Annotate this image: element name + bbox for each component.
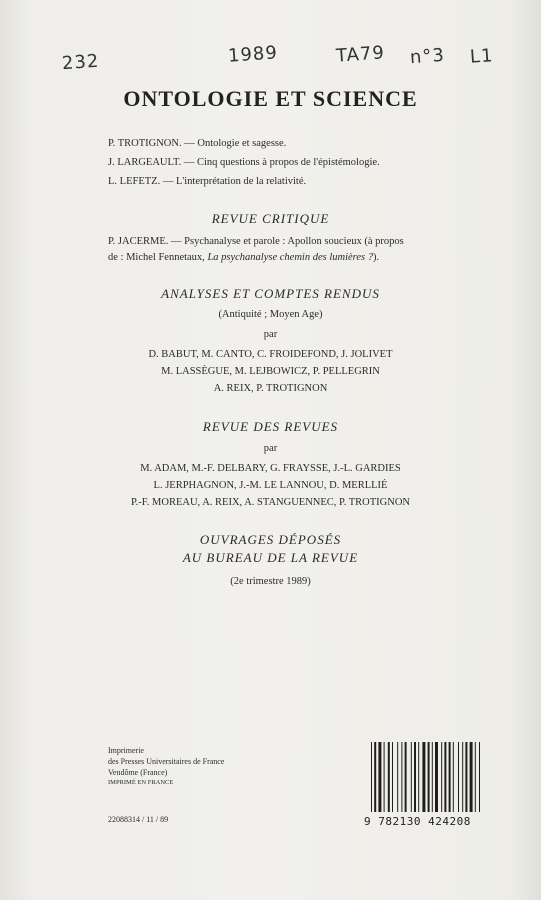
handwritten-note: 232 [61,50,101,75]
barcode-bar [414,742,416,812]
barcode-bar [470,742,473,812]
article-entry [108,157,380,168]
barcode-bar [388,742,390,812]
handwritten-note: L1 [469,45,495,68]
article-entry [108,176,306,187]
barcode-bar [453,742,454,812]
section-subheading: (Antiquité ; Moyen Age) [218,309,323,320]
barcode-bar [371,742,372,812]
barcode-bar [411,742,412,812]
review-line [108,252,379,263]
section-heading: REVUE CRITIQUE [211,211,330,226]
print-code: 22088314 / 11 / 89 [108,815,169,824]
article-author: L. LEFETZ. [108,176,161,187]
barcode-bar [435,742,438,812]
imprint-line: IMPRIMÉ EN FRANCE [108,779,174,786]
imprint-line: Vendôme (France) [108,768,168,777]
contributors-line: M. ADAM, M.-F. DELBARY, G. FRAYSSE, J.-L. GARDIES [140,463,401,474]
section-note: (2e trimestre 1989) [230,576,311,587]
review-line: P. JACERME. — Psychanalyse et parole : Apollon soucieux (à propos [108,236,404,247]
contributors-line: M. LASSÈGUE, M. LEJBOWICZ, P. PELLEGRIN [161,366,380,377]
handwritten-note: 1989 [227,42,279,67]
barcode-bar [401,742,402,812]
barcode [369,742,509,812]
section-heading: REVUE DES REVUES [202,419,339,434]
by-label: par [263,443,278,454]
barcode-number: 9 782130 424208 [364,815,471,828]
barcode-bar [392,742,393,812]
contributors-line: P.-F. MOREAU, A. REIX, A. STANGUENNEC, P. TROTIGNON [130,497,411,508]
section-heading: OUVRAGES DÉPOSÉS [199,532,342,547]
article-text: — Ontologie et sagesse. [184,138,287,149]
barcode-bar [378,742,381,812]
barcode-bar [479,742,480,812]
review-book-title: La psychanalyse chemin des lumières ? [207,252,373,263]
contributors-line: D. BABUT, M. CANTO, C. FROIDEFOND, J. JOLIVET [148,349,393,360]
imprint-line: Imprimerie [108,746,144,755]
article-entry [108,138,286,149]
barcode-bar [422,742,425,812]
contributors-line: L. JERPHAGNON, J.-M. LE LANNOU, D. MERLLIÉ [153,480,388,491]
by-label: par [263,329,278,340]
review-text: ). [372,252,380,263]
barcode-bar [449,742,451,812]
contributors-line: A. REIX, P. TROTIGNON [213,383,328,394]
barcode-bar [458,742,459,812]
barcode-bar [384,742,385,812]
barcode-bar [374,742,376,812]
barcode-bar [397,742,398,812]
barcode-bar [462,742,463,812]
barcode-bar [405,742,407,812]
barcode-bar [441,742,442,812]
article-author: J. LARGEAULT. [108,157,182,168]
review-text: de : Michel Fennetaux, [108,252,205,263]
barcode-bar [418,742,419,812]
barcode-bar [444,742,446,812]
barcode-bar [428,742,430,812]
barcode-bar [465,742,467,812]
handwritten-note: n°3 [409,44,446,69]
page-title: ONTOLOGIE ET SCIENCE [123,86,418,111]
section-heading: ANALYSES ET COMPTES RENDUS [161,286,380,301]
article-text: — L'interprétation de la relativité. [162,176,307,187]
section-heading: AU BUREAU DE LA REVUE [182,550,359,565]
barcode-bar [432,742,433,812]
imprint-line: des Presses Universitaires de France [108,757,225,766]
article-text: — Cinq questions à propos de l'épistémologie. [183,157,380,168]
handwritten-note: TA79 [335,42,386,67]
article-author: P. TROTIGNON. [108,138,182,149]
barcode-bar [475,742,476,812]
